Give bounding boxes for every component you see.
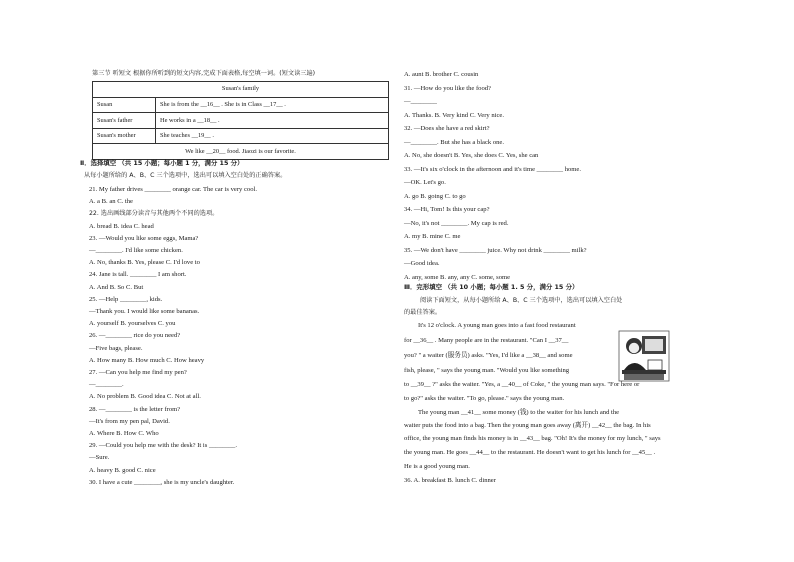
question-line: —________. But she has a black one. — [404, 138, 504, 146]
passage-line: to go?" asks the waiter. "To go, please." says the young man. — [404, 395, 565, 402]
question-line: 23. —Would you like some eggs, Mama? — [89, 234, 199, 242]
question-line: 32. —Does she have a red skirt? — [404, 125, 490, 132]
question-line: 29. —Could you help me with the desk? It is ________. — [89, 442, 237, 450]
answer-options: A. And B. So C. But — [89, 283, 144, 291]
row-label: Susan's mother — [93, 128, 156, 144]
question-line: 35. —We don't have ________ juice. Why not drink ________ milk? — [404, 246, 587, 254]
row-text: She is from the __16__ . She is in Class __17__ . — [156, 97, 389, 113]
answer-options: A. any, some B. any, any C. some, some — [404, 273, 511, 281]
row-text: He works in a __18__ . — [156, 113, 389, 129]
part2-instruction: 从每小题所给的 A、B、C 三个选项中，选出可以填入空白处的正确答案。 — [84, 172, 287, 179]
passage-line: The young man __41__ some money (钱) to the waiter for his lunch and the — [418, 409, 620, 416]
question-line: 24. Jane is tall. ________ I am short. — [89, 271, 187, 279]
answer-options: A. go B. going C. to go — [404, 192, 466, 200]
row-label: Susan — [93, 97, 156, 113]
susan-family-table — [92, 81, 389, 160]
passage-line: the young man. He goes __44__ to the restaurant. He doesn't want to get his lunch for __45__ . — [404, 449, 656, 456]
question-line: 30. I have a cute ________, she is my uncle's daughter. — [89, 478, 235, 486]
answer-options: A. Where B. How C. Who — [89, 430, 159, 437]
passage-line: He is a good young man. — [404, 463, 470, 470]
question-line: 34. —Hi, Tom! Is this your cap? — [404, 206, 490, 213]
passage-line: to __39__ ?" asks the waiter. "Yes, a __40__ of Coke, " the young man says. "For here or — [404, 381, 640, 388]
answer-options: A. No, she doesn't B. Yes, she does C. Yes, she can — [404, 152, 539, 159]
question-line: —It's from my pen pal, David. — [89, 417, 170, 425]
answer-options: A. No, thanks B. Yes, please C. I'd love to — [89, 259, 200, 267]
question-line: 25. —Help ________, kids. — [89, 295, 163, 303]
section3-header: 第三节 听短文 根据你所听到的短文内容,完成下面表格,每空填一词。(短文读三遍) — [92, 70, 316, 77]
question-line: 31. —How do you like the food? — [404, 84, 491, 92]
passage-line: for __36__ . Many people are in the restaurant. "Can I __37__ — [404, 337, 569, 344]
question-line: —________. I'd like some chicken. — [89, 247, 183, 254]
question-line: —Good idea. — [404, 260, 440, 267]
question-line: —________. — [89, 381, 124, 389]
answer-options: A. How many B. How much C. How heavy — [89, 356, 205, 364]
answer-options: A. heavy B. good C. nice — [89, 466, 156, 474]
question-line: —OK. Let's go. — [404, 179, 446, 186]
question-line: 26. —________ rice do you need? — [89, 332, 181, 340]
row-text: She teaches __19__ . — [156, 128, 389, 144]
answer-options: A. a B. an C. the — [89, 198, 133, 206]
question-line: —________ — [404, 98, 437, 105]
question-line: —Thank you. I would like some bananas. — [89, 308, 200, 315]
question-line: 27. —Can you help me find my pen? — [89, 369, 187, 376]
answer-options: A. No problem B. Good idea C. Not at all. — [89, 393, 201, 401]
question-line: —Five bags, please. — [89, 344, 143, 352]
restaurant-illustration — [618, 330, 670, 382]
passage-line: It's 12 o'clock. A young man goes into a fast food restaurant — [418, 322, 576, 329]
passage-line: waiter puts the food into a bag. Then the young man goes away (离开) __42__ the bag. In his — [404, 422, 651, 429]
part2-header: Ⅱ．选择填空 （共 15 小题；每小题 1 分，满分 15 分） — [80, 159, 244, 167]
answer-options: A. bread B. idea C. head — [89, 222, 154, 230]
question-line: 22. 选出画线部分读音与其他两个不同的选项。 — [89, 210, 219, 218]
question-line: 21. My father drives ________ orange car. The car is very cool. — [89, 186, 257, 193]
answer-options: A. Thanks. B. Very kind C. Very nice. — [404, 111, 504, 119]
passage-line: office, the young man finds his money is in __43__ bag. "Oh! It's the money for my lunch, " says — [404, 435, 661, 442]
table-footer: We like __20__ food. Jiaozi is our favorite. — [93, 144, 389, 160]
part3-instruction-2: 的最佳答案。 — [404, 309, 442, 316]
table-title: Susan's family — [93, 82, 389, 98]
row-label: Susan's father — [93, 113, 156, 129]
question-line: —Sure. — [89, 454, 110, 462]
part3-instruction-1: 阅读下面短文，从每小题所给 A、B、C 三个选项中，选出可以填入空白处 — [420, 297, 623, 304]
answer-options: A. my B. mine C. me — [404, 233, 461, 240]
question-36: 36. A. breakfast B. lunch C. dinner — [404, 477, 496, 484]
answer-options: A. yourself B. yourselves C. you — [89, 320, 176, 328]
question-line: —No, it's not ________. My cap is red. — [404, 219, 509, 227]
question-line: 28. —________ is the letter from? — [89, 405, 181, 413]
passage-line: fish, please, " says the young man. "Would you like something — [404, 367, 570, 374]
answer-options: A. aunt B. brother C. cousin — [404, 71, 479, 78]
passage-line: you? " a waiter (服务员) asks. "Yes, I'd like a __38__ and some — [404, 352, 573, 359]
question-line: 33. —It's six o'clock in the afternoon and it's time ________ home. — [404, 165, 581, 173]
part3-header: Ⅲ．完形填空 （共 10 小题；每小题 1. 5 分，满分 15 分） — [404, 283, 579, 291]
